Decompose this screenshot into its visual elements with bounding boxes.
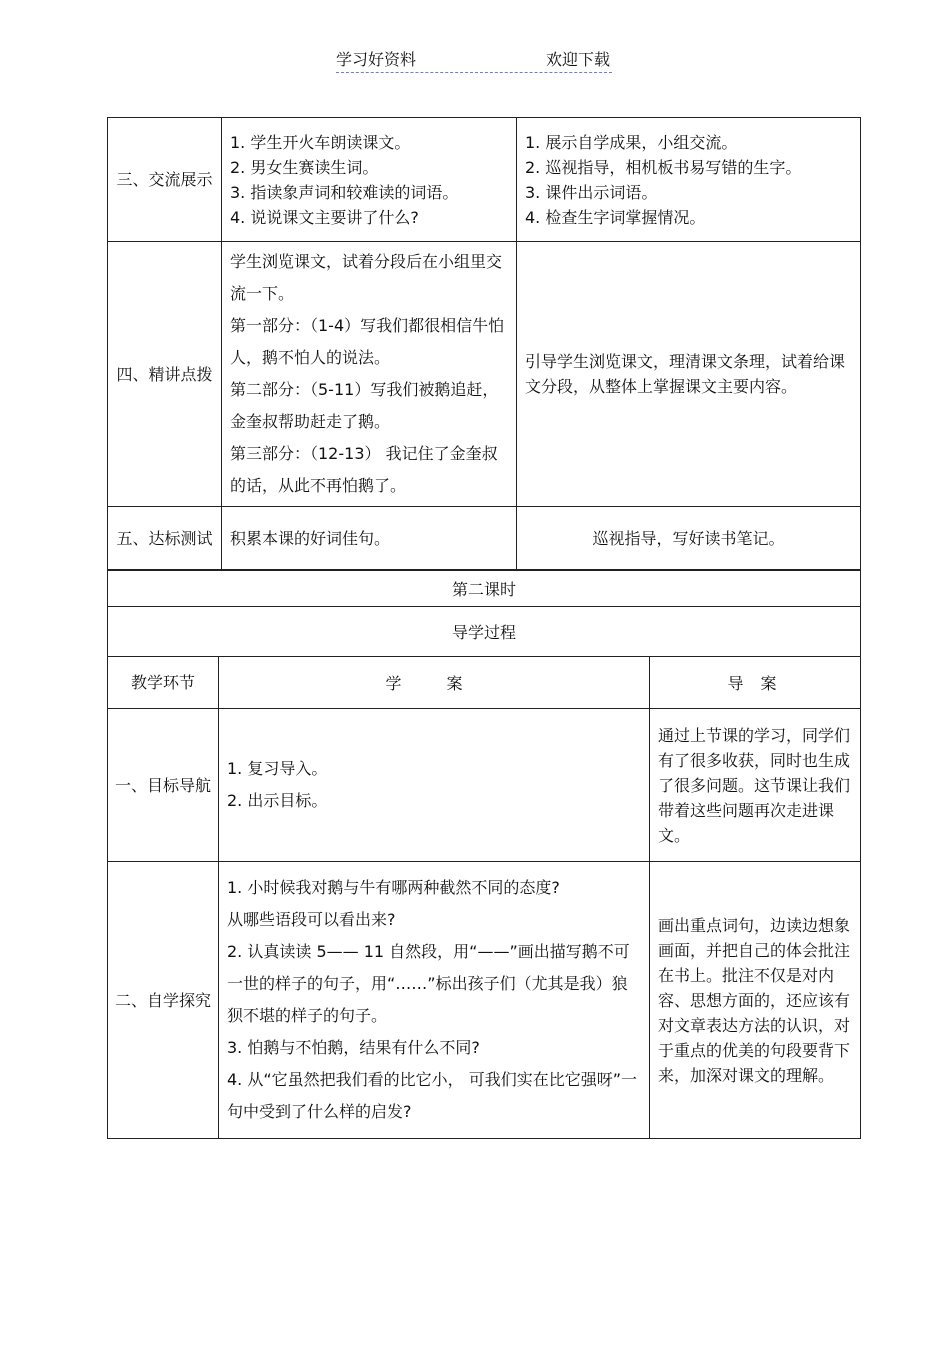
stage-cell: 三、交流展示 [108,118,222,242]
list-item: 3. 指读象声词和较难读的词语。 [230,182,459,202]
list-item: 第三部分：（12-13） 我记住了金奎叔的话，从此不再怕鹅了。 [230,444,498,495]
teacher-plan-cell [650,709,861,862]
header-left-text: 学习好资料 [336,50,417,69]
teacher-plan-header: 导 案 [650,657,861,709]
table-row [108,607,861,657]
list-item: 4. 检查生字词掌握情况。 [525,207,706,227]
list-item: 第一部分：（1-4）写我们都很相信牛怕人，鹅不怕人的说法。 [230,316,505,367]
lesson-title: 第二课时 [108,570,861,607]
header-right-text: 欢迎下载 [545,50,610,69]
list-item: 从哪些语段可以看出来? [227,910,396,929]
table-row [108,709,861,862]
table-row [108,507,861,571]
student-plan-header: 学 案 [219,657,650,709]
stage-header: 教学环节 [108,657,219,709]
list-item: 2. 巡视指导，相机板书易写错的生字。 [525,157,802,177]
list-item: 2. 男女生赛读生词。 [230,157,379,177]
page-header [336,48,612,73]
list-item: 4. 说说课文主要讲了什么? [230,207,419,227]
student-plan-cell [222,242,517,507]
stage-cell: 五、达标测试 [108,507,222,571]
student-plan-cell [222,507,517,571]
table-header-row [108,657,861,709]
student-plan-cell [222,118,517,242]
list-item: 2. 出示目标。 [227,791,328,810]
list-item: 4. 从“它虽然把我们看的比它小， 可我们实在比它强呀”一句中受到了什么样的启发? [227,1070,638,1121]
list-item: 第二部分：（5-11）写我们被鹅追赶，金奎叔帮助赶走了鹅。 [230,380,499,431]
lesson-two-table [107,569,861,1139]
list-item: 3. 怕鹅与不怕鹅，结果有什么不同? [227,1038,480,1057]
list-item: 积累本课的好词佳句。 [230,529,391,548]
list-item: 引导学生浏览课文，理清课文条理，试着给课文分段，从整体上掌握课文主要内容。 [525,352,846,396]
list-item: 1. 展示自学成果，小组交流。 [525,132,738,152]
student-plan-cell [219,862,650,1139]
teacher-plan-cell [517,242,861,507]
table-row [108,118,861,242]
teacher-plan-cell [517,118,861,242]
list-item: 1. 学生开火车朗读课文。 [230,132,411,152]
lesson-one-table [107,117,861,571]
list-item: 学生浏览课文，试着分段后在小组里交流一下。 [230,252,503,303]
list-item: 画出重点词句，边读边想象画面，并把自己的体会批注在书上。批注不仅是对内容、思想方面的，还应该有对文章表达方法的认识，对于重点的优美的句段要背下来，加深对课文的理解。 [658,915,851,1085]
list-item: 巡视指导，写好读书笔记。 [592,529,785,548]
list-item: 3. 课件出示词语。 [525,182,658,202]
process-title: 导学过程 [108,607,861,657]
list-item: 1. 小时候我对鹅与牛有哪两种截然不同的态度? [227,878,560,897]
stage-cell: 四、精讲点拨 [108,242,222,507]
stage-cell: 二、自学探究 [108,862,219,1139]
table-row [108,242,861,507]
stage-cell: 一、目标导航 [108,709,219,862]
table-row [108,862,861,1139]
table-row [108,570,861,607]
list-item: 通过上节课的学习，同学们有了很多收获，同时也生成了很多问题。这节课让我们带着这些问题再次走进课文。 [658,725,851,845]
teacher-plan-cell [650,862,861,1139]
list-item: 1. 复习导入。 [227,759,328,778]
teacher-plan-cell [517,507,861,571]
student-plan-cell [219,709,650,862]
list-item: 2. 认真读读 5—— 11 自然段，用“——”画出描写鹅不可一世的样子的句子，用“……”标出孩子们（尤其是我）狼狈不堪的样子的句子。 [227,942,630,1025]
